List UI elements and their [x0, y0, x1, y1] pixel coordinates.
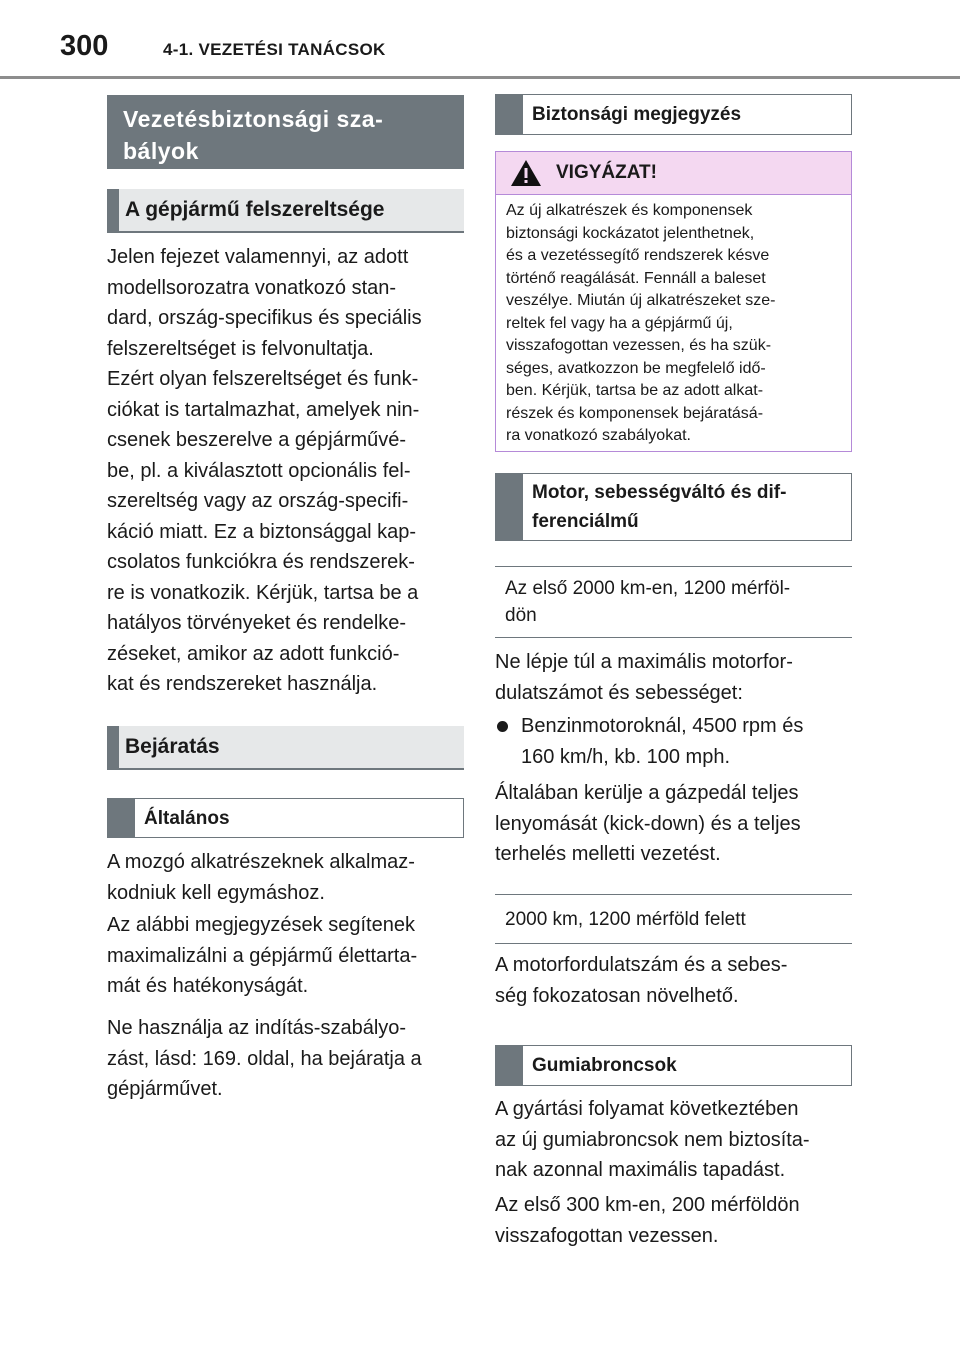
text-line: A mozgó alkatrészeknek alkalmaz-	[107, 851, 415, 873]
text-line: dulatszámot és sebességet:	[495, 681, 743, 704]
subheading-general	[107, 798, 464, 838]
warning-title: VIGYÁZAT!	[556, 162, 657, 183]
heading-line: dön	[505, 605, 537, 626]
rpm-paragraph	[495, 647, 852, 708]
subheading-label: Gumiabroncsok	[532, 1055, 677, 1076]
text-line: re is vonatkozik. Kérjük, tartsa be a	[107, 581, 419, 604]
subheading-safety-note	[495, 94, 852, 135]
general-paragraph-2	[107, 910, 464, 1002]
section-heading-label: Bejáratás	[125, 735, 220, 758]
text-line: Ne használja az indítás-szabályo-	[107, 1017, 407, 1039]
text-line: Az első 300 km-en, 200 mérföldön	[495, 1194, 800, 1216]
text-line: szereltség vagy az ország-specifi-	[107, 490, 409, 512]
chapter-title: 4-1. VEZETÉSI TANÁCSOK	[163, 40, 386, 59]
text-line: kodniuk kell egymáshoz.	[107, 881, 325, 904]
header-divider	[0, 76, 960, 79]
text-line: csenek beszerelve a gépjárművé-	[107, 429, 407, 451]
subheading-label: Biztonsági megjegyzés	[532, 104, 742, 125]
text-line: ben. Kérjük, tartsa be az adott alkat-	[506, 382, 764, 399]
text-line: dard, ország-specifikus és speciális	[107, 307, 422, 329]
text-line: ciókat is tartalmazhat, amelyek nin-	[107, 398, 420, 421]
heading-label	[505, 575, 790, 629]
equipment-text	[107, 242, 464, 700]
section-heading-breakin	[107, 726, 464, 770]
text-line: nak azonnal maximális tapadást.	[495, 1159, 786, 1181]
main-section-title	[107, 95, 464, 169]
general-paragraph-3	[107, 1013, 464, 1105]
section-heading-equipment	[107, 189, 464, 233]
text-line: ség fokozatosan növelhető.	[495, 984, 739, 1007]
text-line: terhelés melletti vezetést.	[495, 843, 721, 865]
text-line: felszereltséget is felvonultatja.	[107, 337, 374, 360]
page-header	[0, 0, 960, 80]
text-line: biztonsági kockázatot jelenthetnek,	[506, 224, 755, 242]
text-line: gépjárművet.	[107, 1078, 223, 1100]
bullet-dot-icon	[495, 711, 521, 772]
after-paragraph	[495, 950, 852, 1011]
text-line: visszafogottan vezessen.	[495, 1224, 719, 1247]
text-line: A gyártási folyamat következtében	[495, 1098, 799, 1120]
text-line: káció miatt. Ez a biztonsággal kap-	[107, 520, 417, 543]
subheading-line: Motor, sebességváltó és dif-	[532, 482, 787, 503]
text-line: reltek fel vagy ha a gépjármű új,	[506, 314, 733, 332]
general-paragraph-1	[107, 847, 464, 908]
main-title-line: bályok	[123, 138, 199, 164]
heading-first-2000km	[495, 566, 852, 638]
text-line: kat és rendszereket használja.	[107, 673, 378, 695]
bullet-text-line: Benzinmotoroknál, 4500 rpm és	[521, 715, 804, 737]
text-line: Ne lépje túl a maximális motorfor-	[495, 651, 793, 673]
text-line: hatályos törvényeket és rendelke-	[107, 612, 407, 634]
warning-header	[496, 152, 851, 195]
page-number: 300	[60, 30, 109, 62]
text-line: az új gumiabroncsok nem biztosíta-	[495, 1128, 810, 1151]
text-line: történő reagálását. Fennáll a baleset	[506, 269, 766, 287]
text-line: ra vonatkozó szabályokat.	[506, 427, 691, 444]
text-line: lenyomását (kick-down) és a teljes	[495, 812, 801, 835]
warning-triangle-icon	[496, 159, 556, 187]
subheading-label	[532, 478, 786, 536]
text-line: és a vezetéssegítő rendszerek késve	[506, 247, 770, 264]
text-line: Jelen fejezet valamennyi, az adott	[107, 246, 409, 268]
tyres-paragraph-1	[495, 1094, 852, 1186]
bullet-item	[495, 711, 852, 772]
subheading-tyres	[495, 1045, 852, 1086]
text-line: séges, avatkozzon be megfelelő idő-	[506, 359, 766, 377]
text-line: be, pl. a kiválasztott opcionális fel-	[107, 459, 411, 482]
text-line: Az alábbi megjegyzések segítenek	[107, 914, 415, 936]
text-line: visszafogottan vezessen, és ha szük-	[506, 337, 772, 354]
text-line: Az új alkatrészek és komponensek	[506, 202, 753, 219]
text-line: zást, lásd: 169. oldal, ha bejáratja a	[107, 1047, 422, 1070]
main-title-line: Vezetésbiztonsági sza-	[123, 106, 384, 132]
subheading-label: Általános	[144, 807, 230, 829]
text-line: Általában kerülje a gázpedál teljes	[495, 782, 799, 804]
section-heading-label: A gépjármű felszereltsége	[125, 198, 385, 221]
warning-text	[496, 195, 851, 448]
heading-label: 2000 km, 1200 mérföld felett	[505, 908, 746, 930]
heading-after-2000km	[495, 894, 852, 944]
heading-line: Az első 2000 km-en, 1200 mérföl-	[505, 578, 791, 599]
warning-box	[495, 151, 852, 452]
text-line: A motorfordulatszám és a sebes-	[495, 954, 788, 976]
text-line: részek és komponensek bejáratásá-	[506, 404, 764, 422]
text-line: csolatos funkciókra és rendszerek-	[107, 551, 415, 573]
subheading-line: ferenciálmű	[532, 511, 639, 532]
kickdown-paragraph	[495, 778, 852, 870]
text-line: modellsorozatra vonatkozó stan-	[107, 276, 397, 299]
text-line: maximalizálni a gépjármű élettarta-	[107, 944, 418, 967]
text-line: zéseket, amikor az adott funkció-	[107, 642, 400, 665]
text-line: mát és hatékonyságát.	[107, 975, 309, 997]
tyres-paragraph-2	[495, 1190, 852, 1251]
subheading-engine	[495, 473, 852, 541]
text-line: veszélye. Miután új alkatrészeket sze-	[506, 292, 776, 309]
bullet-text-line: 160 km/h, kb. 100 mph.	[521, 745, 731, 768]
text-line: Ezért olyan felszereltséget és funk-	[107, 368, 419, 390]
